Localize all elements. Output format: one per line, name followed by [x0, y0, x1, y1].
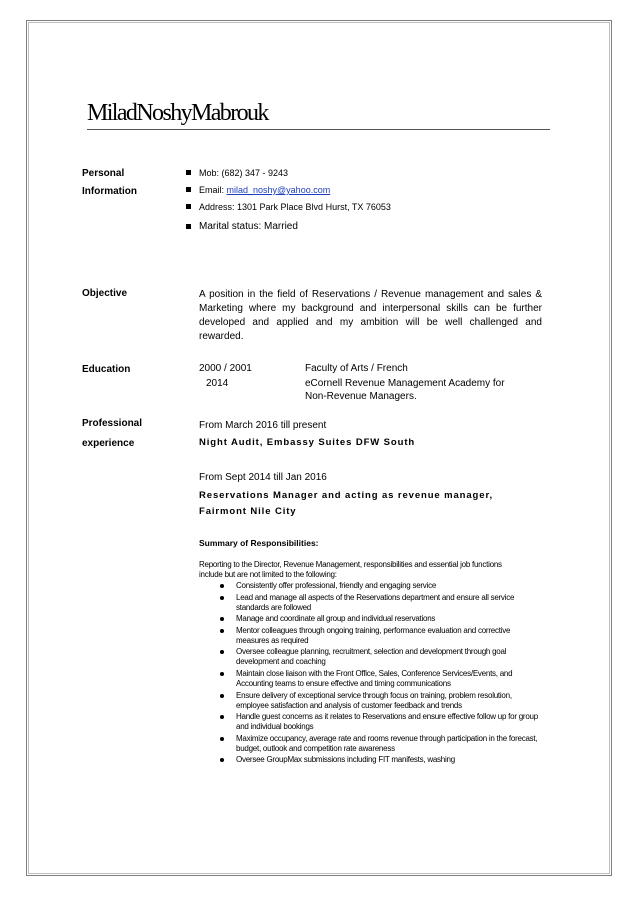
- square-bullet-icon: [186, 224, 191, 229]
- square-bullet-icon: [186, 170, 191, 175]
- responsibility-item: [220, 593, 540, 613]
- phone-text: Mob: (682) 347 - 9243: [199, 168, 289, 178]
- name-divider: [87, 129, 550, 130]
- responsibility-text: Maximize occupancy, average rate and rooms revenue through participation in the forecast, budget, outlook and competition rate awareness: [236, 733, 538, 753]
- round-bullet-icon: [220, 629, 224, 633]
- job1-period: From March 2016 till present: [199, 420, 327, 431]
- personal-label-line1: Personal: [82, 168, 125, 179]
- round-bullet-icon: [220, 617, 224, 621]
- responsibility-text: Oversee colleague planning, recruitment, selection and development through goal development and coaching: [236, 647, 507, 667]
- round-bullet-icon: [220, 596, 224, 600]
- list-item: [186, 201, 391, 218]
- responsibility-item: [220, 712, 540, 732]
- round-bullet-icon: [220, 650, 224, 654]
- responsibility-item: [220, 755, 540, 765]
- round-bullet-icon: [220, 584, 224, 588]
- responsibility-item: [220, 581, 540, 591]
- education-years-1: 2000 / 2001: [199, 363, 252, 374]
- responsibility-item: [220, 669, 540, 689]
- round-bullet-icon: [220, 758, 224, 762]
- email-link[interactable]: milad_noshy@yahoo.com: [226, 185, 331, 195]
- professional-label-line2: experience: [82, 438, 135, 449]
- personal-info-list: [186, 167, 391, 238]
- round-bullet-icon: [220, 715, 224, 719]
- job1-title: Night Audit, Embassy Suites DFW South: [199, 437, 416, 448]
- responsibility-text: Consistently offer professional, friendly and engaging service: [236, 581, 437, 590]
- personal-label-line2: Information: [82, 186, 137, 197]
- responsibility-item: [220, 647, 540, 667]
- marital-status-text: Marital status: Married: [199, 221, 298, 232]
- square-bullet-icon: [186, 187, 191, 192]
- job2-period: From Sept 2014 till Jan 2016: [199, 472, 327, 483]
- list-item: [186, 184, 391, 201]
- list-item: [186, 167, 391, 184]
- objective-label: Objective: [82, 288, 128, 299]
- responsibility-item: [220, 734, 540, 754]
- responsibility-text: Manage and coordinate all group and individual reservations: [236, 614, 436, 624]
- address-text: Address: 1301 Park Place Blvd Hurst, TX 76053: [199, 202, 391, 212]
- summary-title: Summary of Responsibilities:: [199, 538, 319, 548]
- responsibilities-list: [220, 581, 540, 767]
- professional-label: [82, 416, 142, 452]
- education-detail-2: eCornell Revenue Management Academy for: [305, 378, 505, 389]
- responsibility-item: [220, 614, 540, 624]
- education-detail-2-cont: Non-Revenue Managers.: [305, 391, 417, 402]
- square-bullet-icon: [186, 204, 191, 209]
- responsibility-text: Mentor colleagues through ongoing training, performance evaluation and corrective measures as required: [236, 625, 511, 645]
- list-item: [186, 221, 391, 238]
- round-bullet-icon: [220, 694, 224, 698]
- responsibility-item: [220, 691, 540, 711]
- job2-title-line1: Reservations Manager and acting as revenue manager,: [199, 490, 494, 501]
- education-years-2: 2014: [206, 378, 229, 389]
- personal-label: [82, 166, 137, 200]
- professional-label-line1: Professional: [82, 418, 143, 429]
- education-label: Education: [82, 364, 131, 375]
- responsibilities-intro: Reporting to the Director, Revenue Management, responsibilities and essential job functions include but are not limited to the following:: [199, 560, 502, 579]
- responsibility-text: Oversee GroupMax submissions including FIT manifests, washing: [236, 755, 455, 765]
- responsibility-text: Ensure delivery of exceptional service through focus on training, problem resolution, employee satisfaction and analysis of customer feedback and trends: [236, 690, 512, 710]
- round-bullet-icon: [220, 672, 224, 676]
- round-bullet-icon: [220, 737, 224, 741]
- email-prefix: Email:: [199, 185, 227, 195]
- responsibility-item: [220, 626, 540, 646]
- job2-title-line2: Fairmont Nile City: [199, 506, 297, 517]
- objective-text: A position in the field of Reservations / Revenue management and sales & Marketing where my background and interpersonal skills can be further developed and applied and my ambition will be well challenged and rewarded.: [199, 289, 542, 342]
- responsibility-text: Lead and manage all aspects of the Reservations department and ensure all service standards are followed: [236, 592, 515, 612]
- candidate-name: MiladNoshyMabrouk: [87, 100, 268, 126]
- responsibility-text: Handle guest concerns as it relates to Reservations and ensure effective follow up for group and individual bookings: [236, 712, 538, 732]
- responsibility-text: Maintain close liaison with the Front Office, Sales, Conference Services/Events, and Accounting teams to ensure effective and timing communications: [236, 668, 513, 688]
- education-detail-1: Faculty of Arts / French: [305, 363, 408, 374]
